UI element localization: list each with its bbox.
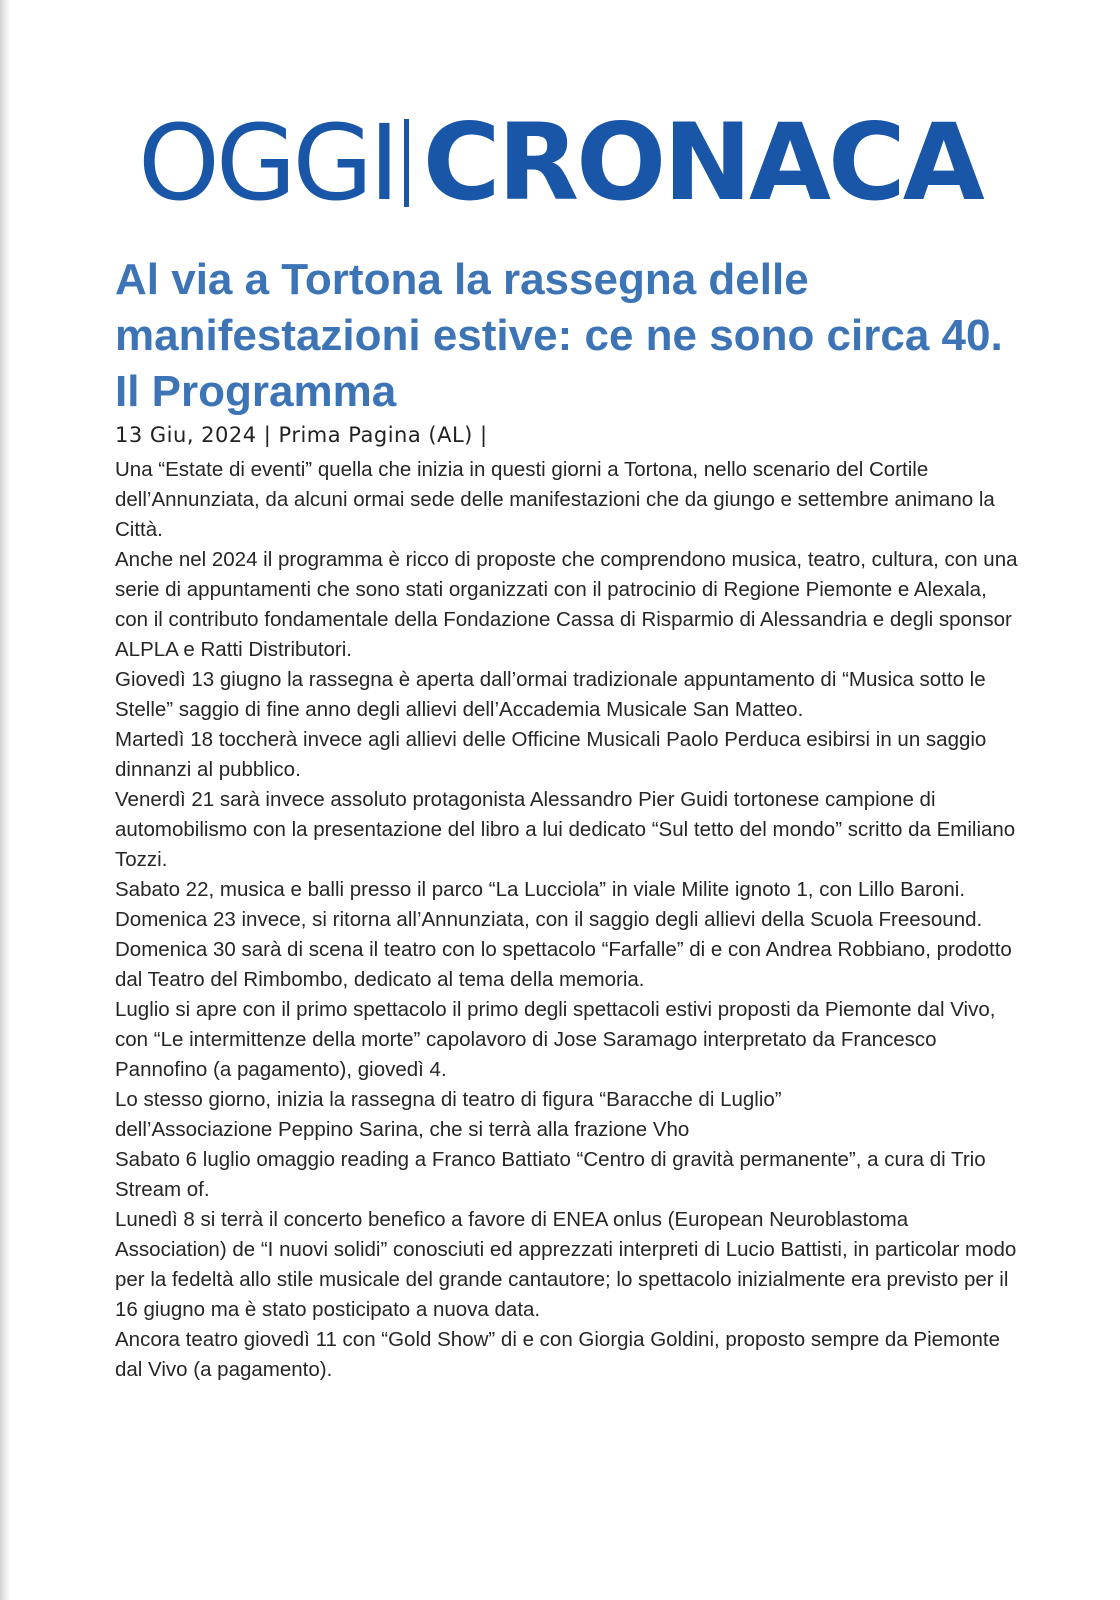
article-paragraph: Una “Estate di eventi” quella che inizia in questi giorni a Tortona, nello scenario del Cortile dell’Annunziata, da alcuni ormai sede delle manifestazioni che da giungo e settembre animano la Città. — [115, 458, 995, 541]
article-paragraph: Luglio si apre con il primo spettacolo il primo degli spettacoli estivi proposti da Piemonte dal Vivo, con “Le intermittenze della morte” capolavoro di Jose Saramago interpretato da Francesco Pannofino (a pagamento), giovedì 4. — [115, 998, 996, 1081]
article-title: Al via a Tortona la rassegna delle manifestazioni estive: ce ne sono circa 40. Il Programma — [115, 255, 1003, 416]
article-body — [115, 455, 1020, 1385]
article-meta: 13 Giu, 2024 | Prima Pagina (AL) | — [115, 423, 488, 447]
logo-oggi-text: OGGI — [138, 102, 396, 224]
article-paragraph: Lo stesso giorno, inizia la rassegna di teatro di figura “Baracche di Luglio” dell’Associazione Peppino Sarina, che si terrà alla frazione Vho — [115, 1088, 782, 1141]
article-paragraph: Lunedì 8 si terrà il concerto benefico a favore di ENEA onlus (European Neuroblastoma Association) de “I nuovi solidi” conosciuti ed apprezzati interpreti di Lucio Battisti, in particolar modo per la fedeltà allo stile musicale del grande cantautore; lo spettacolo inizialmente era previsto per il 16 giugno ma è stato posticipato a nuova data. — [115, 1208, 1017, 1321]
logo-cronaca-text: CRONACA — [422, 101, 982, 224]
article-paragraph: Sabato 6 luglio omaggio reading a Franco Battiato “Centro di gravità permanente”, a cura di Trio Stream of. — [115, 1148, 986, 1201]
article-paragraph: Ancora teatro giovedì 11 con “Gold Show” di e con Giorgia Goldini, proposto sempre da Piemonte dal Vivo (a pagamento). — [115, 1328, 1001, 1381]
article-paragraph: Venerdì 21 sarà invece assoluto protagonista Alessandro Pier Guidi tortonese campione di automobilismo con la presentazione del libro a lui dedicato “Sul tetto del mondo” scritto da Emiliano Tozzi. — [115, 788, 1016, 871]
article-paragraph: Giovedì 13 giugno la rassegna è aperta dall’ormai tradizionale appuntamento di “Musica sotto le Stelle” saggio di fine anno degli allievi dell’Accademia Musicale San Matteo. — [115, 668, 986, 721]
article-paragraph: Domenica 30 sarà di scena il teatro con lo spettacolo “Farfalle” di e con Andrea Robbiano, prodotto dal Teatro del Rimbombo, dedicato al tema della memoria. — [115, 938, 1012, 991]
article-paragraph: Sabato 22, musica e balli presso il parco “La Lucciola” in viale Milite ignoto 1, con Lillo Baroni. — [115, 878, 966, 901]
article-paragraph: Anche nel 2024 il programma è ricco di proposte che comprendono musica, teatro, cultura, con una serie di appuntamenti che sono stati organizzati con il patrocinio di Regione Piemonte e Alexala, con il contributo fondamentale della Fondazione Cassa di Risparmio di Alessandria e degli sponsor ALPLA e Ratti Distributori. — [115, 548, 1018, 661]
logo-divider — [404, 119, 409, 207]
page-edge-shadow — [0, 0, 10, 1600]
masthead-logo — [138, 101, 982, 224]
article-paragraph: Martedì 18 toccherà invece agli allievi delle Officine Musicali Paolo Perduca esibirsi in un saggio dinnanzi al pubblico. — [115, 728, 987, 781]
article-paragraph: Domenica 23 invece, si ritorna all’Annunziata, con il saggio degli allievi della Scuola Freesound. — [115, 908, 983, 931]
